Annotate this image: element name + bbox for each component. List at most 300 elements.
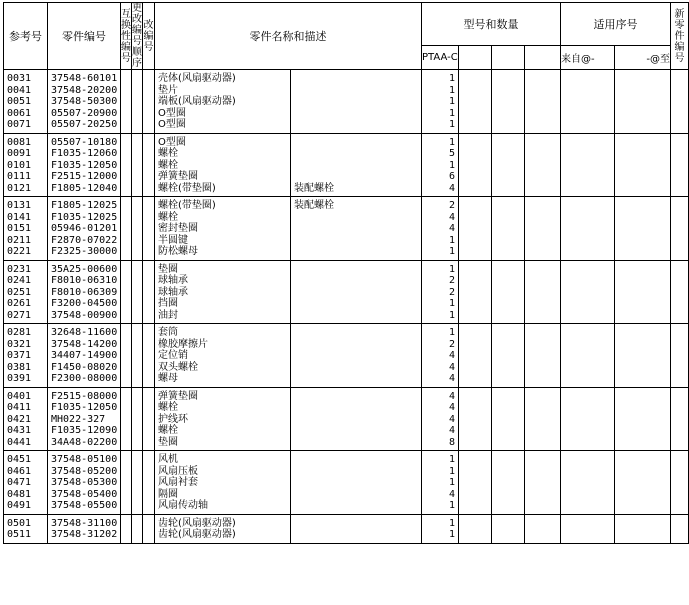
model-col-2-cell (459, 324, 492, 388)
part-no-cell (48, 70, 121, 134)
qty-text: 4 (448, 211, 455, 223)
part-no-cell (48, 133, 121, 197)
header-new-part: 新零件编号 (671, 3, 689, 70)
header-serial: 适用序号 (561, 3, 671, 46)
part-no-text: 37548-14200 (51, 338, 118, 350)
description-text (291, 391, 421, 403)
model-col-4-cell (525, 260, 561, 324)
part-no-text: F1450-08020 (51, 361, 118, 373)
part-no-text: F1035-12025 (51, 211, 118, 223)
parts-group-row (4, 387, 689, 451)
ref-no-cell (4, 387, 48, 451)
description-text (291, 500, 421, 512)
interchange-cell (121, 451, 132, 515)
part-name-text: 垫片 (158, 84, 178, 96)
change-no-cell (132, 387, 143, 451)
change-seq-cell (143, 514, 155, 543)
interchange-cell (121, 197, 132, 261)
part-no-text: F2300-08000 (51, 373, 118, 384)
part-no-text: F2325-30000 (51, 246, 118, 257)
model-col-2-cell (459, 70, 492, 134)
part-no-text: F1035-12050 (51, 402, 118, 413)
part-name-cell (155, 133, 291, 197)
part-name-text: 风扇传动轴 (158, 500, 208, 511)
header-part-no: 零件编号 (48, 3, 121, 70)
description-text (291, 235, 421, 247)
ref-no-text: 0491 (7, 500, 32, 511)
part-no-text: 37548-00900 (51, 309, 118, 321)
description-text (291, 402, 421, 414)
description-text (291, 85, 421, 97)
part-name-text: 螺栓 (158, 402, 178, 413)
part-no-text: 37548-31202 (51, 529, 118, 540)
qty-text: 1 (448, 73, 455, 84)
serial-to-cell (615, 514, 671, 543)
description-text (291, 466, 421, 478)
ref-no-cell (4, 324, 48, 388)
part-name-text: 齿轮(风扇驱动器) (158, 517, 236, 529)
qty-cell (422, 451, 459, 515)
part-name-text: 弹簧垫圈 (158, 171, 198, 182)
description-cell (291, 133, 422, 197)
part-name-text: 端板(风扇驱动器) (158, 96, 236, 107)
parts-group-row (4, 260, 689, 324)
model-col-2-cell (459, 451, 492, 515)
part-name-cell (155, 451, 291, 515)
description-text (291, 212, 421, 224)
part-no-text: 34407-14900 (51, 350, 118, 361)
ref-no-text: 0111 (7, 171, 32, 182)
qty-text: 1 (448, 454, 455, 465)
qty-text: 1 (448, 500, 455, 511)
description-text (291, 373, 421, 385)
part-no-text: 37548-20200 (51, 84, 118, 96)
qty-cell (422, 197, 459, 261)
part-no-text: 37548-05300 (51, 477, 118, 488)
interchange-cell (121, 70, 132, 134)
qty-text: 5 (448, 148, 455, 159)
ref-no-cell (4, 260, 48, 324)
model-col-3-cell (492, 133, 525, 197)
ref-no-text: 0431 (7, 425, 32, 436)
description-text: 装配螺栓 (294, 200, 334, 211)
part-name-cell (155, 70, 291, 134)
change-seq-cell (143, 324, 155, 388)
header-serial-to: -@至 (615, 45, 671, 69)
model-col-4-cell (525, 133, 561, 197)
description-text (291, 108, 421, 120)
qty-text: 2 (448, 338, 455, 350)
model-col-2-cell (459, 260, 492, 324)
serial-from-cell (561, 514, 615, 543)
part-no-text: F1035-12090 (51, 425, 118, 436)
header-change-seq: 改编号 (143, 3, 155, 70)
model-col-3-cell (492, 260, 525, 324)
qty-text: 1 (448, 119, 455, 130)
qty-text: 2 (448, 275, 455, 286)
qty-text: 4 (448, 223, 455, 234)
ref-no-text: 0271 (7, 309, 32, 321)
qty-text: 4 (448, 373, 455, 384)
serial-from-cell (561, 197, 615, 261)
part-name-text: 垫圈 (158, 263, 178, 275)
model-col-3-cell (492, 324, 525, 388)
description-text (291, 437, 421, 449)
serial-to-cell (615, 260, 671, 324)
part-no-cell (48, 451, 121, 515)
part-no-text: F2515-12000 (51, 171, 118, 182)
part-no-text: 37548-31100 (51, 517, 118, 529)
part-name-text: 套筒 (158, 327, 178, 338)
change-no-cell (132, 133, 143, 197)
ref-no-text: 0411 (7, 402, 32, 413)
qty-text: 4 (448, 413, 455, 425)
new-part-cell (671, 197, 689, 261)
parts-group-row (4, 70, 689, 134)
description-text (291, 310, 421, 322)
part-name-text: O型圈 (158, 119, 186, 130)
qty-text: 1 (448, 529, 455, 540)
qty-cell (422, 387, 459, 451)
ref-no-text: 0131 (7, 200, 32, 211)
part-no-cell (48, 387, 121, 451)
model-col-4-cell (525, 70, 561, 134)
qty-text: 1 (448, 517, 455, 529)
serial-from-cell (561, 260, 615, 324)
model-col-2-cell (459, 133, 492, 197)
qty-text: 1 (448, 327, 455, 338)
new-part-cell (671, 387, 689, 451)
part-name-text: 球轴承 (158, 275, 188, 286)
ref-no-cell (4, 514, 48, 543)
header-change-no: 更改编号顺序 (132, 3, 142, 69)
part-name-text: 半圆键 (158, 234, 188, 246)
description-text (291, 171, 421, 183)
description-cell (291, 387, 422, 451)
part-no-text: F3200-04500 (51, 298, 118, 309)
qty-text: 4 (448, 390, 455, 402)
description-cell (291, 451, 422, 515)
description-text: 装配螺栓 (294, 182, 334, 194)
description-text (291, 339, 421, 351)
ref-no-text: 0121 (7, 182, 32, 194)
part-no-text: 05946-01201 (51, 223, 118, 234)
parts-group-row (4, 133, 689, 197)
part-name-cell (155, 324, 291, 388)
serial-from-cell (561, 70, 615, 134)
qty-text: 4 (448, 425, 455, 436)
description-text (291, 518, 421, 530)
qty-text: 8 (448, 436, 455, 448)
part-no-text: 32648-11600 (51, 327, 118, 338)
part-no-text: 37548-60101 (51, 73, 118, 84)
serial-to-cell (615, 133, 671, 197)
qty-text: 1 (448, 477, 455, 488)
header-model-qty: 型号和数量 (422, 3, 561, 46)
interchange-cell (121, 324, 132, 388)
change-no-cell (132, 451, 143, 515)
ref-no-text: 0401 (7, 390, 32, 402)
part-no-text: 37548-05400 (51, 488, 118, 500)
ref-no-text: 0251 (7, 286, 32, 298)
part-no-text: 05507-10180 (51, 136, 118, 148)
description-cell (291, 70, 422, 134)
qty-cell (422, 324, 459, 388)
part-no-cell (48, 197, 121, 261)
change-seq-cell (143, 197, 155, 261)
part-name-text: 螺栓 (158, 425, 178, 436)
description-text (291, 362, 421, 374)
header-model-col-2 (459, 45, 492, 69)
part-no-cell (48, 260, 121, 324)
model-col-4-cell (525, 451, 561, 515)
part-name-text: 挡圈 (158, 298, 178, 309)
part-name-text: 防松螺母 (158, 246, 198, 257)
part-no-text: MH022-327 (51, 413, 106, 425)
part-name-text: 护线环 (158, 413, 188, 425)
model-col-3-cell (492, 387, 525, 451)
ref-no-text: 0081 (7, 136, 32, 148)
part-no-text: 37548-05100 (51, 454, 118, 465)
part-name-text: 螺栓 (158, 148, 178, 159)
ref-no-text: 0501 (7, 517, 32, 529)
ref-no-text: 0151 (7, 223, 32, 234)
part-no-cell (48, 514, 121, 543)
ref-no-text: 0071 (7, 119, 32, 130)
model-col-3-cell (492, 70, 525, 134)
change-no-cell (132, 324, 143, 388)
ref-no-text: 0451 (7, 454, 32, 465)
part-no-text: F8010-06310 (51, 275, 118, 286)
ref-no-text: 0481 (7, 488, 32, 500)
qty-text: 1 (448, 84, 455, 96)
ref-no-text: 0381 (7, 361, 32, 373)
header-part-name: 零件名称和描述 (155, 3, 422, 70)
qty-text: 1 (448, 96, 455, 107)
part-no-cell (48, 324, 121, 388)
part-no-text: 37548-05500 (51, 500, 118, 511)
serial-from-cell (561, 133, 615, 197)
part-name-text: 壳体(风扇驱动器) (158, 73, 236, 84)
part-no-text: 05507-20250 (51, 119, 118, 130)
part-name-text: 油封 (158, 309, 178, 321)
qty-text: 2 (448, 200, 455, 211)
ref-no-cell (4, 70, 48, 134)
new-part-cell (671, 514, 689, 543)
description-text (291, 414, 421, 426)
ref-no-text: 0281 (7, 327, 32, 338)
description-text (291, 477, 421, 489)
part-no-text: F1805-12025 (51, 200, 118, 211)
model-col-3-cell (492, 514, 525, 543)
description-text (291, 119, 421, 131)
ref-no-text: 0031 (7, 73, 32, 84)
description-text (291, 489, 421, 501)
description-text (291, 275, 421, 287)
part-name-text: 风机 (158, 454, 178, 465)
ref-no-text: 0091 (7, 148, 32, 159)
description-text (291, 327, 421, 339)
qty-text: 4 (448, 350, 455, 361)
new-part-cell (671, 260, 689, 324)
change-seq-cell (143, 451, 155, 515)
part-name-text: 风扇衬套 (158, 477, 198, 488)
part-no-text: F1035-12050 (51, 159, 118, 171)
description-text (291, 160, 421, 172)
ref-no-text: 0211 (7, 234, 32, 246)
part-no-text: 35A25-00600 (51, 263, 118, 275)
part-no-text: F2515-08000 (51, 390, 118, 402)
change-no-cell (132, 260, 143, 324)
model-col-4-cell (525, 514, 561, 543)
qty-text: 4 (448, 402, 455, 413)
part-name-cell (155, 387, 291, 451)
part-name-text: 螺母 (158, 373, 178, 384)
qty-text: 1 (448, 246, 455, 257)
interchange-cell (121, 260, 132, 324)
parts-group-row (4, 324, 689, 388)
description-text (291, 350, 421, 362)
description-cell (291, 514, 422, 543)
part-name-cell (155, 197, 291, 261)
description-cell (291, 197, 422, 261)
qty-text: 1 (448, 263, 455, 275)
description-text (291, 425, 421, 437)
ref-no-cell (4, 197, 48, 261)
part-name-cell (155, 514, 291, 543)
description-cell (291, 324, 422, 388)
description-text (291, 223, 421, 235)
ref-no-text: 0241 (7, 275, 32, 286)
part-name-text: 风扇压板 (158, 465, 198, 477)
change-seq-cell (143, 387, 155, 451)
new-part-cell (671, 133, 689, 197)
part-name-text: 螺栓(带垫圈) (158, 200, 216, 211)
model-col-4-cell (525, 197, 561, 261)
qty-text: 2 (448, 286, 455, 298)
header-interchange: 互换性编号 (121, 3, 132, 70)
part-no-text: 37548-05200 (51, 465, 118, 477)
ref-no-cell (4, 133, 48, 197)
part-no-text: 05507-20900 (51, 107, 118, 119)
qty-text: 4 (448, 182, 455, 194)
part-name-text: O型圈 (158, 136, 186, 148)
header-model-col-3 (492, 45, 525, 69)
model-col-3-cell (492, 197, 525, 261)
ref-no-text: 0421 (7, 413, 32, 425)
qty-text: 1 (448, 107, 455, 119)
part-no-text: F2870-07022 (51, 234, 118, 246)
part-no-text: 37548-50300 (51, 96, 118, 107)
header-model-code: PTAA-C (422, 45, 459, 69)
part-name-text: 螺栓 (158, 211, 178, 223)
new-part-cell (671, 451, 689, 515)
header-serial-from: 来自@- (561, 45, 615, 69)
model-col-2-cell (459, 197, 492, 261)
ref-no-text: 0371 (7, 350, 32, 361)
ref-no-text: 0061 (7, 107, 32, 119)
header-ref-no: 参考号 (4, 3, 48, 70)
serial-to-cell (615, 70, 671, 134)
part-name-text: 隔圈 (158, 488, 178, 500)
change-seq-cell (143, 260, 155, 324)
ref-no-text: 0471 (7, 477, 32, 488)
description-text (291, 137, 421, 149)
qty-text: 6 (448, 171, 455, 182)
ref-no-text: 0141 (7, 211, 32, 223)
parts-table (3, 2, 689, 544)
serial-to-cell (615, 451, 671, 515)
new-part-cell (671, 324, 689, 388)
part-name-text: 螺栓(带垫圈) (158, 182, 216, 194)
ref-no-text: 0511 (7, 529, 32, 540)
ref-no-text: 0461 (7, 465, 32, 477)
part-name-text: 定位销 (158, 350, 188, 361)
change-seq-cell (143, 70, 155, 134)
ref-no-text: 0051 (7, 96, 32, 107)
serial-to-cell (615, 324, 671, 388)
header-model-col-4 (525, 45, 561, 69)
interchange-cell (121, 514, 132, 543)
part-name-text: 密封垫圈 (158, 223, 198, 234)
qty-cell (422, 70, 459, 134)
part-no-text: F1035-12060 (51, 148, 118, 159)
serial-from-cell (561, 324, 615, 388)
qty-cell (422, 133, 459, 197)
ref-no-text: 0221 (7, 246, 32, 257)
part-name-text: 垫圈 (158, 436, 178, 448)
serial-from-cell (561, 451, 615, 515)
part-name-text: 齿轮(风扇驱动器) (158, 529, 236, 540)
qty-text: 1 (448, 234, 455, 246)
model-col-2-cell (459, 514, 492, 543)
interchange-cell (121, 133, 132, 197)
description-text (291, 298, 421, 310)
interchange-cell (121, 387, 132, 451)
part-no-text: F1805-12040 (51, 182, 118, 194)
serial-to-cell (615, 197, 671, 261)
change-no-cell (132, 70, 143, 134)
description-text (291, 454, 421, 466)
qty-text: 1 (448, 465, 455, 477)
qty-cell (422, 260, 459, 324)
part-name-text: 橡胶摩擦片 (158, 338, 208, 350)
qty-text: 1 (448, 309, 455, 321)
parts-group-row (4, 451, 689, 515)
parts-body (4, 70, 689, 544)
change-no-cell (132, 514, 143, 543)
qty-text: 4 (448, 488, 455, 500)
qty-text: 1 (448, 136, 455, 148)
ref-no-text: 0041 (7, 84, 32, 96)
part-name-cell (155, 260, 291, 324)
qty-text: 1 (448, 159, 455, 171)
description-text (291, 96, 421, 108)
model-col-2-cell (459, 387, 492, 451)
new-part-cell (671, 70, 689, 134)
ref-no-text: 0101 (7, 159, 32, 171)
ref-no-text: 0321 (7, 338, 32, 350)
change-no-cell (132, 197, 143, 261)
qty-cell (422, 514, 459, 543)
qty-text: 1 (448, 298, 455, 309)
part-no-text: 34A48-02200 (51, 436, 118, 448)
parts-group-row (4, 514, 689, 543)
description-text (291, 264, 421, 276)
qty-text: 4 (448, 361, 455, 373)
description-text (291, 73, 421, 85)
change-seq-cell (143, 133, 155, 197)
